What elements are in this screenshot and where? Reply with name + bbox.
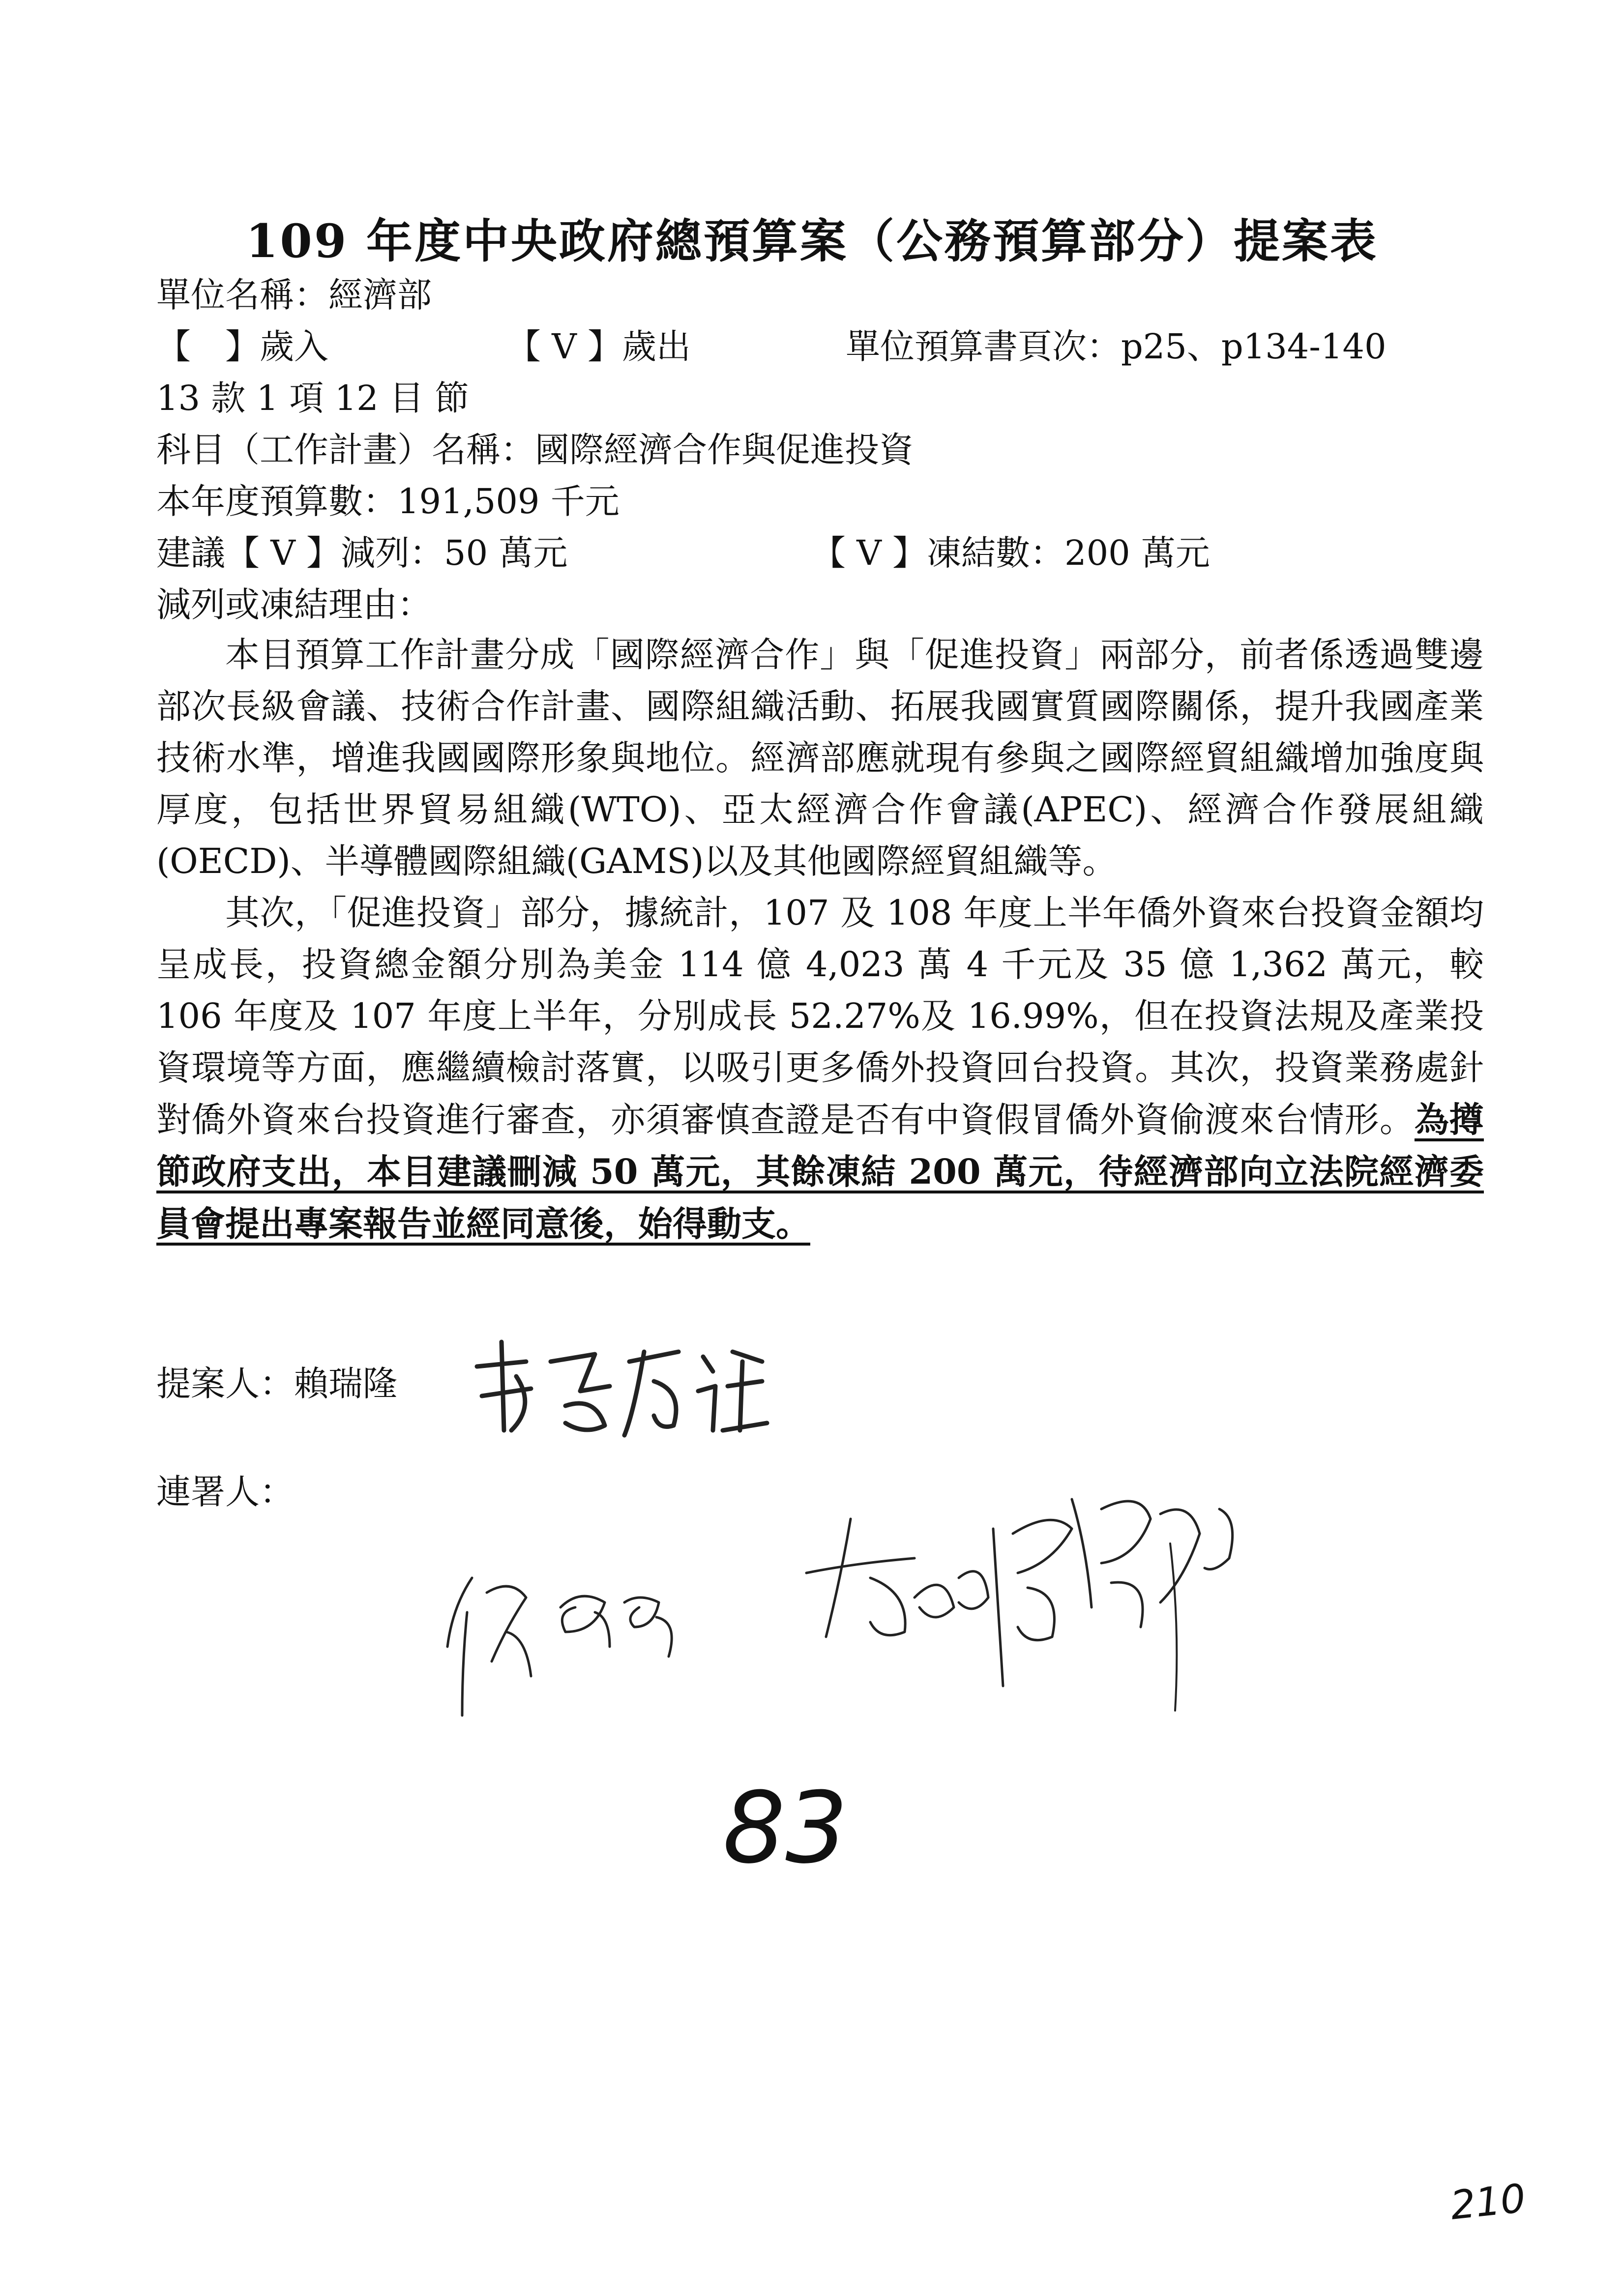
page-title: 109 年度中央政府總預算案（公務預算部分）提案表 [246, 214, 1378, 268]
cosigner-signature-1 [433, 1548, 738, 1725]
budget-amount: 本年度預算數：191,509 千元 [156, 481, 620, 522]
proposal-cut: 建議【 V 】減列：50 萬元 [156, 533, 568, 573]
proposal-freeze: 【 V 】凍結數：200 萬元 [811, 533, 1210, 573]
proposer-label: 提案人：賴瑞隆 [156, 1364, 397, 1404]
classification: 13 款 1 項 12 目 節 [156, 378, 470, 418]
paragraph-2-body: 其次，「促進投資」部分，據統計，107 及 108 年度上半年僑外資來台投資金額均呈成長，投資總金額分別為美金 114 億 4,023 萬 4 千元及 35 億 1,362 萬元，較 106 年度及 107 年度上半年，分別成長 52.27%及 16.99%，但在投資法規及產業投資環境等方面，應繼續檢討落實，以吸引更多僑外投資回台投資。其次，投資業務處針對僑外資來台投資進行審查，亦須審慎查證是否有中資假冒僑外資偷渡來台情形。 [156, 893, 1484, 1140]
cosigners-label: 連署人： [156, 1472, 294, 1512]
revenue-checkbox: 【 】歲入 [156, 326, 328, 367]
reason-paragraph-2 [156, 887, 1484, 1250]
reason-paragraph-1: 本目預算工作計畫分成「國際經濟合作」與「促進投資」兩部分，前者係透過雙邊部次長級會議、技術合作計畫、國際組織活動、拓展我國實質國際關係，提升我國產業技術水準，增進我國國際形象與地位。經濟部應就現有參與之國際經貿組織增加強度與厚度，包括世界貿易組織(WTO)、亞太經濟合作會議(APEC)、經濟合作發展組織(OECD)、半導體國際組織(GAMS)以及其他國際經貿組織等。 [156, 635, 1484, 881]
expenditure-checkbox: 【 V 】歲出 [506, 326, 691, 367]
handwritten-page-number: 83 [723, 1771, 848, 1886]
paragraph-2-emphasis: 為撙節政府支出，本目建議刪減 50 萬元，其餘凍結 200 萬元，待經濟部向立法院經濟委員會提出專案報告並經同意後，始得動支。 [156, 1099, 1484, 1244]
subject-name: 科目（工作計畫）名稱：國際經濟合作與促進投資 [156, 430, 914, 470]
cosigner-signature-2 [797, 1480, 1288, 1735]
unit-name: 單位名稱：經濟部 [156, 275, 432, 315]
handwritten-corner-number: 210 [1448, 2175, 1528, 2229]
proposer-signature [467, 1332, 772, 1450]
budget-pages: 單位預算書頁次：p25、p134-140 [846, 326, 1387, 367]
reason-label: 減列或凍結理由： [156, 584, 432, 625]
